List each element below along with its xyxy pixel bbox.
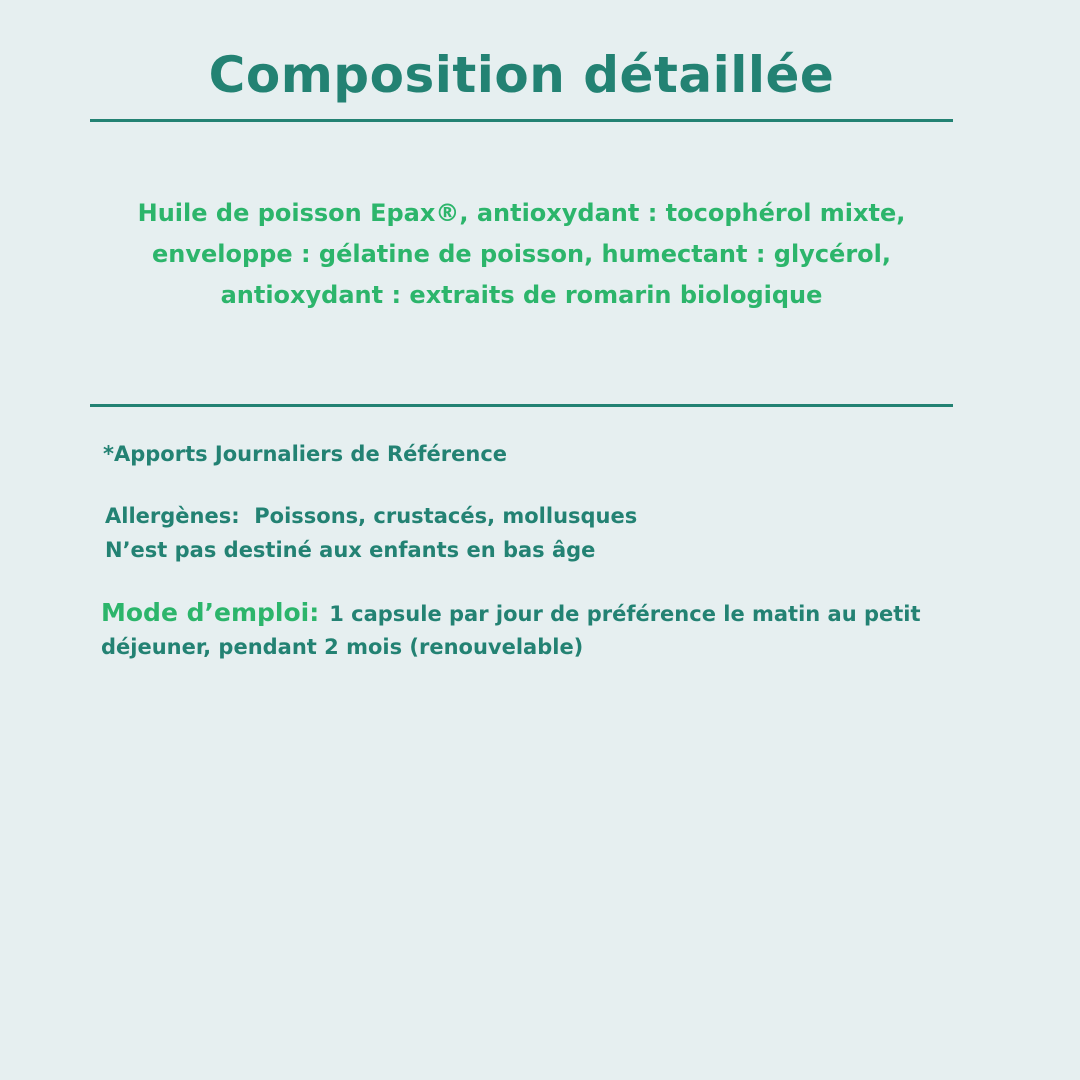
ingredients-line-2: enveloppe : gélatine de poisson, humectant : glycérol, bbox=[151, 240, 891, 268]
usage-label: Mode d’emploi: bbox=[101, 598, 320, 627]
usage-text: 1 capsule par jour de préférence le matin au petit déjeuner, pendant 2 mois (renouvelable) bbox=[101, 602, 921, 659]
page-title: Composition détaillée bbox=[208, 46, 835, 104]
usage-section bbox=[101, 596, 931, 664]
allergens-line bbox=[105, 499, 637, 533]
reference-intake-footnote: *Apports Journaliers de Référence bbox=[103, 442, 508, 466]
allergens-section bbox=[105, 499, 637, 567]
top-divider bbox=[90, 119, 953, 122]
allergens-label: Allergènes: bbox=[105, 504, 240, 528]
ingredients-line-3: antioxydant : extraits de romarin biologique bbox=[220, 281, 823, 309]
ingredients-list bbox=[90, 193, 953, 316]
bottom-divider bbox=[90, 404, 953, 407]
allergens-value: Poissons, crustacés, mollusques bbox=[254, 504, 638, 528]
ingredients-line-1: Huile de poisson Epax®, antioxydant : tocophérol mixte, bbox=[137, 199, 906, 227]
children-warning: N’est pas destiné aux enfants en bas âge bbox=[105, 538, 596, 562]
